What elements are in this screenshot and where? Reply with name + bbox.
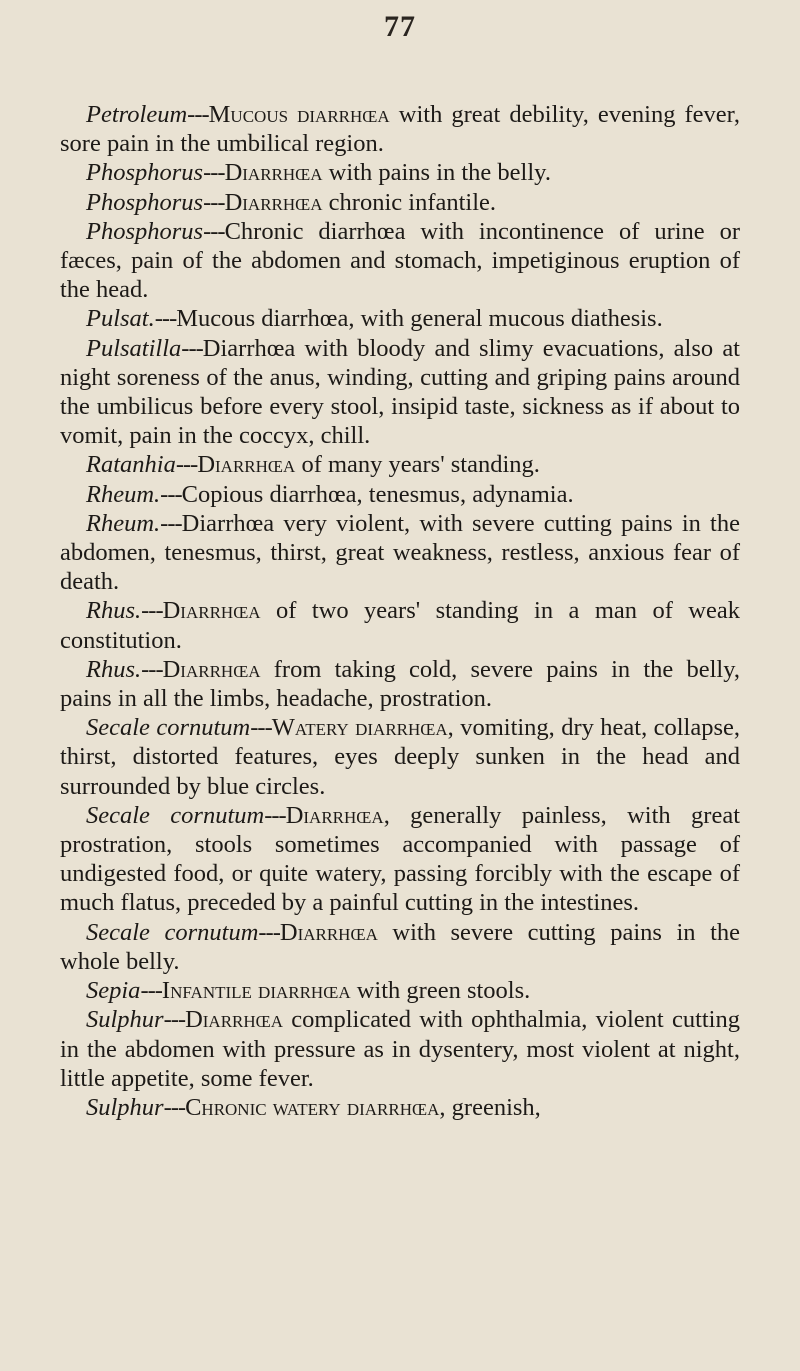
- entry-separator: ---: [181, 334, 203, 362]
- symptom-lead: Diarrhœa: [162, 655, 261, 683]
- remedy-name: Rheum.: [86, 509, 161, 537]
- remedy-entry: [60, 713, 740, 801]
- remedy-name: Sulphur: [86, 1006, 164, 1034]
- entry-separator: ---: [160, 480, 182, 508]
- symptom-description: with green stools.: [350, 977, 531, 1005]
- remedy-name: Secale cornutum: [86, 801, 265, 829]
- symptom-lead: Diarrhœa: [224, 188, 323, 216]
- symptom-lead: Chronic watery diarrhœa: [185, 1093, 440, 1121]
- entry-separator: ---: [140, 977, 162, 1005]
- symptom-description: with pains in the belly.: [322, 159, 551, 187]
- symptom-lead: Mucous diarrhœa: [208, 101, 390, 128]
- entry-separator: ---: [203, 188, 225, 216]
- symptom-description: complicated with ophthalmia, violent cutting in the abdomen with pressure as in dysentery, most violent at night, little appetite, some fever.: [60, 1006, 740, 1092]
- remedy-name: Phosphorus: [86, 188, 204, 216]
- entry-separator: ---: [160, 509, 182, 537]
- entry-separator: ---: [250, 714, 272, 742]
- remedy-entry: [60, 100, 740, 158]
- remedy-entry: [60, 918, 740, 976]
- entry-separator: ---: [175, 451, 198, 479]
- remedy-name: Phosphorus: [86, 159, 204, 187]
- entry-separator: ---: [258, 918, 280, 946]
- remedy-entry: [60, 480, 740, 509]
- symptom-description: Copious diarrhœa, tenesmus, adynamia.: [181, 480, 574, 508]
- symptom-description: Diarrhœa with bloody and slimy evacuations, also at night soreness of the anus, winding, cutting and griping pains around the umbilicus before every stool, insipid taste, sickness as if about to vomit, pain in the coccyx, chill.: [60, 334, 740, 450]
- remedy-name: Pulsat.: [86, 305, 155, 333]
- symptom-description: of many years' standing.: [295, 451, 540, 479]
- symptom-lead: Diarrhœa: [224, 159, 323, 187]
- remedy-name: Petroleum: [86, 101, 188, 128]
- entry-separator: ---: [187, 101, 209, 128]
- remedy-name: Rhus.: [86, 597, 142, 625]
- remedy-entry: [60, 1093, 740, 1122]
- symptom-description: with great debility, evening fever, sore pain in the umbilical region.: [60, 101, 740, 158]
- symptom-description: Chronic diarrhœa with incontinence of urine or fæces, pain of the abdomen and stomach, impetiginous eruption of the head.: [60, 217, 740, 304]
- remedy-name: Pulsatilla: [86, 334, 182, 362]
- remedy-name: Ratanhia: [86, 451, 176, 479]
- remedy-name: Rheum.: [86, 480, 161, 508]
- remedy-name: Sepia: [86, 977, 141, 1005]
- remedy-name: Sulphur: [86, 1093, 164, 1121]
- symptom-description: of two years' standing in a man of weak constitution.: [60, 597, 740, 654]
- remedy-entry: [60, 976, 740, 1005]
- remedy-entry: [60, 655, 740, 713]
- entry-separator: ---: [264, 801, 286, 829]
- entry-separator: ---: [163, 1006, 186, 1034]
- remedy-name: Secale cornutum: [86, 918, 259, 946]
- page-number: 77: [384, 10, 416, 43]
- remedy-entry: [60, 801, 740, 918]
- symptom-lead: Diarrhœa: [185, 1006, 284, 1034]
- entry-separator: ---: [141, 597, 163, 625]
- symptom-description: from taking cold, severe pains in the belly, pains in all the limbs, headache, prostration.: [60, 655, 740, 713]
- symptom-lead: Diarrhœa: [197, 451, 296, 479]
- remedy-entry: [60, 596, 740, 654]
- remedy-name: Rhus.: [86, 655, 142, 683]
- symptom-lead: Diarrhœa: [162, 597, 261, 625]
- entry-separator: ---: [203, 159, 225, 187]
- entry-separator: ---: [154, 305, 177, 333]
- remedy-entry: [60, 450, 740, 479]
- remedy-list: [60, 100, 740, 1122]
- symptom-lead: Diarrhœa: [279, 918, 378, 946]
- remedy-entry: [60, 188, 740, 217]
- remedy-entry: [60, 304, 740, 333]
- symptom-description: , vomiting, dry heat, collapse, thirst, distorted features, eyes deeply sunken in the head and surrounded by blue circles.: [60, 714, 740, 800]
- entry-separator: ---: [163, 1093, 186, 1121]
- symptom-description: with severe cutting pains in the whole belly.: [60, 918, 740, 975]
- entry-separator: ---: [203, 217, 225, 245]
- symptom-lead: Diarrhœa: [285, 801, 384, 829]
- remedy-entry: [60, 334, 740, 451]
- symptom-lead: Watery diarrhœa: [271, 714, 448, 742]
- entry-separator: ---: [141, 655, 163, 683]
- remedy-entry: [60, 1005, 740, 1093]
- symptom-lead: Infantile diarrhœa: [161, 977, 351, 1005]
- remedy-entry: [60, 509, 740, 597]
- remedy-name: Secale cornutum: [86, 714, 251, 742]
- remedy-entry: [60, 217, 740, 305]
- symptom-description: Mucous diarrhœa, with general mucous diathesis.: [176, 305, 663, 333]
- remedy-entry: [60, 158, 740, 187]
- symptom-description: , greenish,: [439, 1093, 541, 1121]
- symptom-description: , generally painless, with great prostration, stools sometimes accompanied with passage of undigested food, or quite watery, passing forcibly with the escape of much flatus, preceded by a painful cutting in the intestines.: [60, 801, 740, 917]
- remedy-name: Phosphorus: [86, 217, 204, 245]
- symptom-description: Diarrhœa very violent, with severe cutting pains in the abdomen, tenesmus, thirst, great weakness, restless, anxious fear of death.: [60, 509, 740, 596]
- symptom-description: chronic infantile.: [322, 188, 497, 216]
